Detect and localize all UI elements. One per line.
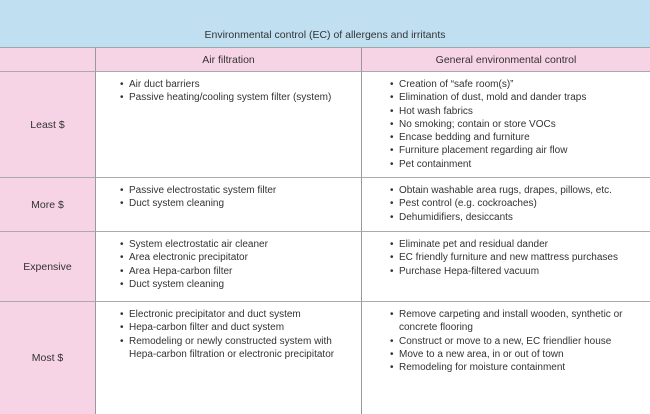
general-control-cell [362, 72, 650, 178]
header-general-control: General environmental control [362, 48, 650, 72]
list-item: • Move to a new area, in or out of town [390, 348, 642, 361]
list-item: • Pest control (e.g. cockroaches) [390, 197, 642, 210]
bullet-list [120, 308, 353, 361]
header-air-filtration: Air filtration [96, 48, 362, 72]
ec-table [0, 48, 650, 414]
bullet-list [120, 184, 353, 211]
table-title: Environmental control (EC) of allergens and irritants [0, 0, 650, 48]
list-item: • Obtain washable area rugs, drapes, pillows, etc. [390, 184, 642, 197]
list-item: • Creation of “safe room(s)” [390, 78, 642, 91]
bullet-list [120, 78, 353, 105]
bullet-list [390, 78, 642, 171]
list-item: • Construct or move to a new, EC friendlier house [390, 335, 642, 348]
row-label: Least $ [0, 72, 96, 178]
list-item: • System electrostatic air cleaner [120, 238, 353, 251]
list-item: • Area Hepa-carbon filter [120, 265, 353, 278]
row-label: More $ [0, 178, 96, 232]
air-filtration-cell [96, 72, 362, 178]
list-item: • Encase bedding and furniture [390, 131, 642, 144]
bullet-list [390, 184, 642, 224]
bullet-list [390, 238, 642, 278]
air-filtration-cell [96, 232, 362, 302]
list-item: • Elimination of dust, mold and dander traps [390, 91, 642, 104]
general-control-cell [362, 178, 650, 232]
list-item: • Furniture placement regarding air flow [390, 144, 642, 157]
air-filtration-cell [96, 302, 362, 414]
list-item: • Dehumidifiers, desiccants [390, 211, 642, 224]
general-control-cell [362, 302, 650, 414]
list-item: • Passive electrostatic system filter [120, 184, 353, 197]
list-item: • Remodeling or newly constructed system with Hepa-carbon filtration or electronic precipitator [120, 335, 353, 362]
header-empty [0, 48, 96, 72]
list-item: • No smoking; contain or store VOCs [390, 118, 642, 131]
list-item: • Hot wash fabrics [390, 105, 642, 118]
list-item: • Duct system cleaning [120, 197, 353, 210]
list-item: • Eliminate pet and residual dander [390, 238, 642, 251]
list-item: • EC friendly furniture and new mattress purchases [390, 251, 642, 264]
bullet-list [120, 238, 353, 291]
row-label: Expensive [0, 232, 96, 302]
list-item: • Pet containment [390, 158, 642, 171]
bullet-list [390, 308, 642, 374]
list-item: • Remodeling for moisture containment [390, 361, 642, 374]
list-item: • Passive heating/cooling system filter (system) [120, 91, 353, 104]
list-item: • Remove carpeting and install wooden, synthetic or concrete flooring [390, 308, 642, 335]
list-item: • Hepa-carbon filter and duct system [120, 321, 353, 334]
general-control-cell [362, 232, 650, 302]
list-item: • Duct system cleaning [120, 278, 353, 291]
list-item: • Purchase Hepa-filtered vacuum [390, 265, 642, 278]
row-label: Most $ [0, 302, 96, 414]
list-item: • Air duct barriers [120, 78, 353, 91]
list-item: • Area electronic precipitator [120, 251, 353, 264]
list-item: • Electronic precipitator and duct system [120, 308, 353, 321]
air-filtration-cell [96, 178, 362, 232]
